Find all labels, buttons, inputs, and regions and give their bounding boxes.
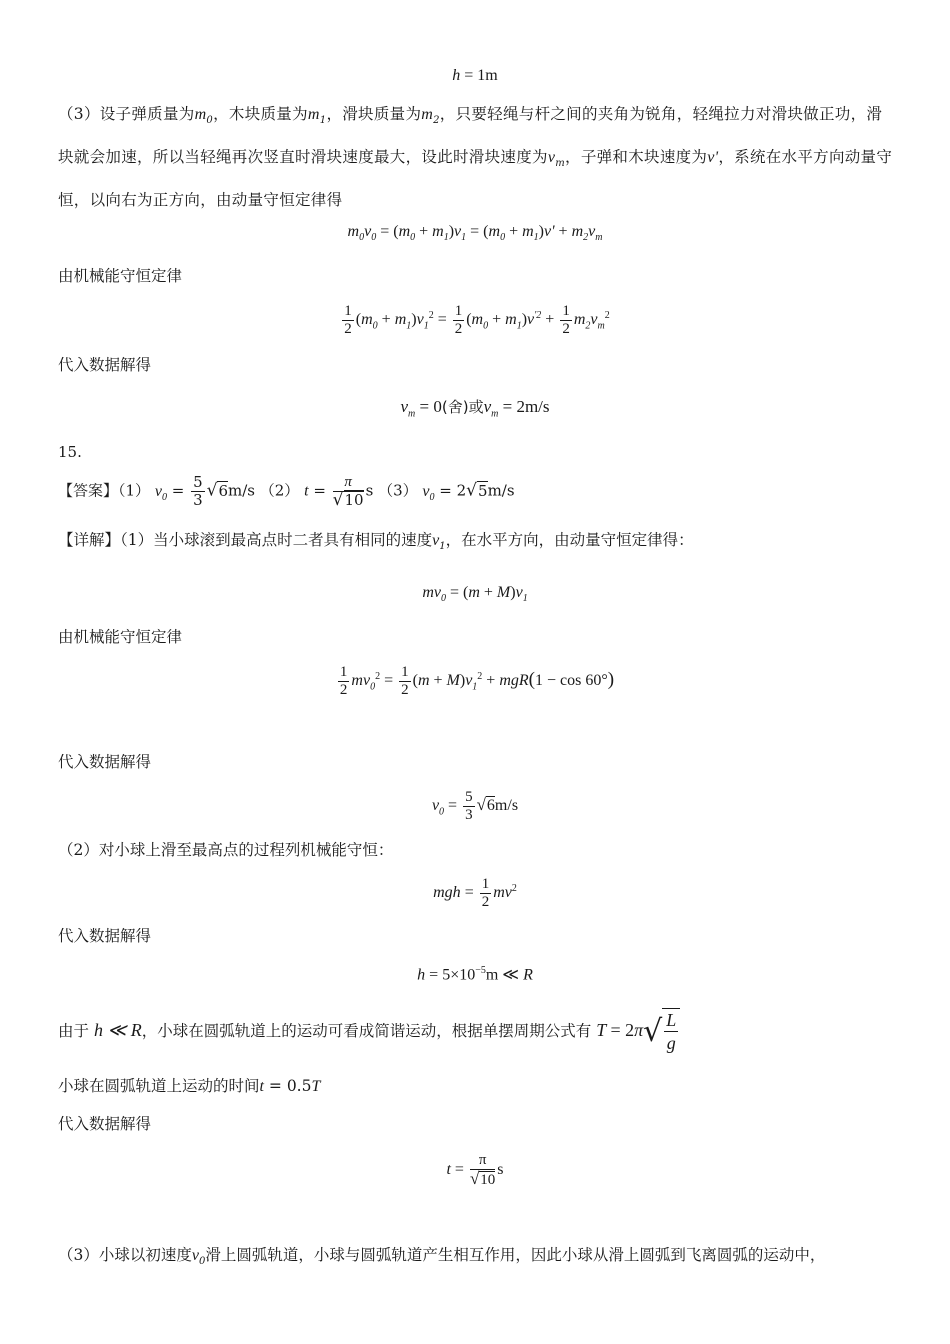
equation-t-result: t = $\frac{\pi}{√10}$ s <box>446 1152 504 1188</box>
label-energy-conservation-2: 由机械能守恒定律 <box>58 628 183 646</box>
equation-h-small: $h = 5\times 10^{-5}m$ ≪ R <box>417 965 533 984</box>
answer-line: 【答案】（1） $v_0$ = $\frac{5}{3}$ √6m/s （2） t = $\frac{\pi}{√10}$ s （3） $v_0 = 2√5m/s$ <box>58 473 515 510</box>
equation-momentum-q15: $mv_0 = (m + M)v_1$ <box>422 584 528 605</box>
equation-energy-part3: $\frac{1}{2}$ $(m_0 + m_1)v_1^2$ = $\frac{1}{2}$ $(m_0 + m_1)v^{'2}$ + $\frac{1}{2}$ $m_2v_m^2$ <box>344 303 610 337</box>
paragraph-time: 小球在圆弧轨道上运动的时间t = 0.5T <box>58 1077 321 1095</box>
paragraph-part3-q15: （3）小球以初速度$v_0$滑上圆弧轨道，小球与圆弧轨道产生相互作用，因此小球从滑上圆弧到飞离圆弧的运动中， <box>58 1246 826 1268</box>
question-number-15: 15. <box>58 443 82 461</box>
equation-mgh: mgh = $\frac{1}{2}$ $mv^2$ <box>433 876 517 910</box>
equation-vm-result: $v_m = 0$(舍)或$v_m = 2m/s$ <box>400 397 550 420</box>
label-solve: 代入数据解得 <box>58 356 152 374</box>
equation-v0-result: $v_0$ = $\frac{5}{3}$ √6m/s <box>431 789 519 823</box>
equation-energy-q15: $\frac{1}{2}$ $mv_0^2$ = $\frac{1}{2}$ $(m + M)v_1^2 + mgR(1 - \cos 60^\circ)$ <box>339 664 615 698</box>
equation-momentum-part3: $m_0v_0 = (m_0 + m_1)v_1 = (m_0 + m_1)v' + m_2v_m$ <box>347 223 603 244</box>
equation-h-1m: h = 1m <box>452 67 498 84</box>
label-solve-3: 代入数据解得 <box>58 927 152 945</box>
detail-line: 【详解】（1）当小球滚到最高点时二者具有相同的速度$v_1$，在水平方向，由动量守恒定律得： <box>58 531 694 553</box>
label-solve-4: 代入数据解得 <box>58 1115 152 1133</box>
paragraph-part3-setup: （3）设子弹质量为$m_0$，木块质量为$m_1$，滑块质量为$m_2$，只要轻绳与杆之间的夹角为锐角，轻绳拉力对滑块做正功，滑块就会加速，所以当轻绳再次竖直时滑块速度最大，设此时滑块速度为$v_m$，子弹和木块速度为v'，系统在水平方向动量守恒，以向右为正方向，由动量守恒定律得 <box>58 105 893 210</box>
paragraph-shm: 由于 h ≪ R，小球在圆弧轨道上的运动可看成简谐运动，根据单摆周期公式有 T = 2π√ $\frac{L}{g}$ <box>58 1008 680 1054</box>
label-energy-conservation: 由机械能守恒定律 <box>58 267 183 285</box>
paragraph-part2: （2）对小球上滑至最高点的过程列机械能守恒： <box>58 841 394 859</box>
label-solve-2: 代入数据解得 <box>58 753 152 771</box>
